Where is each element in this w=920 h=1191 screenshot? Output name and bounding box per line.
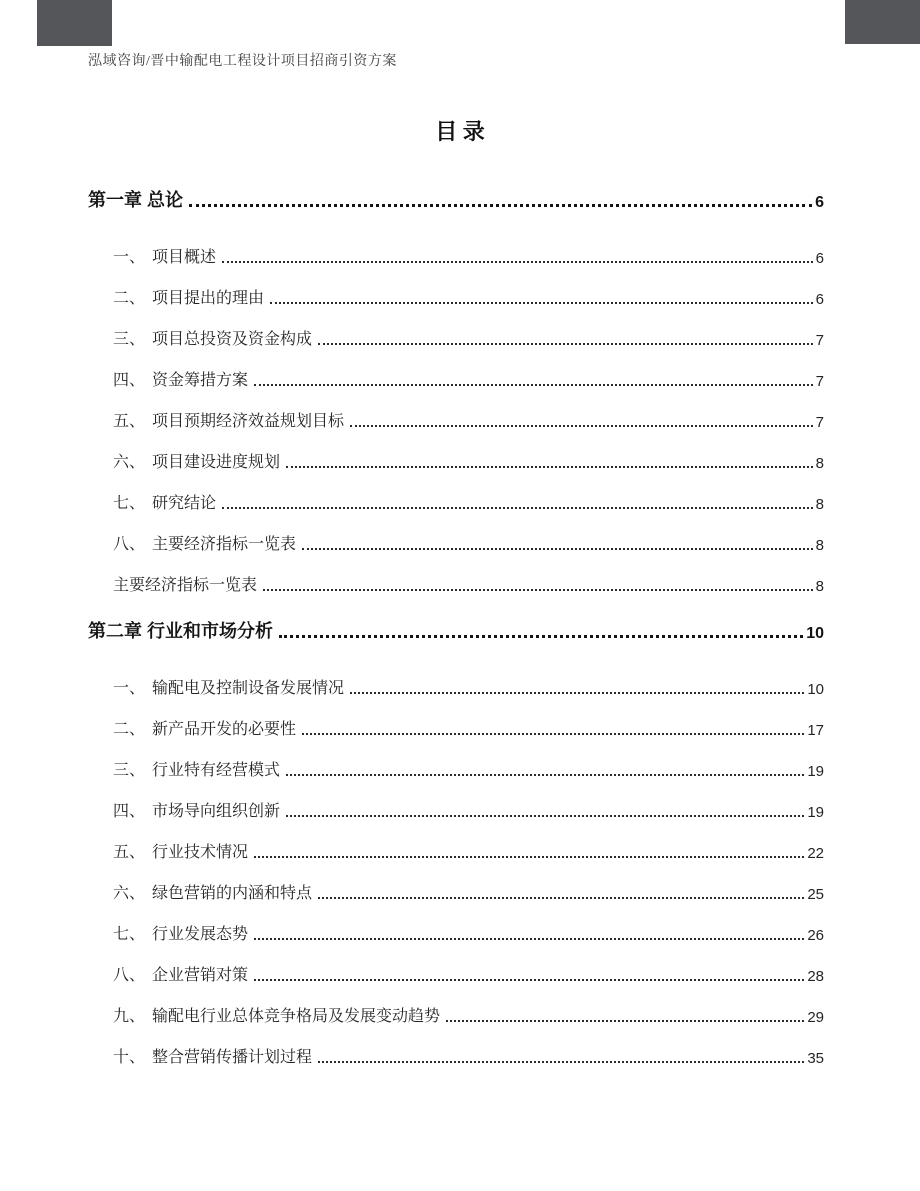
toc-chapter-1 <box>88 188 824 595</box>
toc-item-page-number: 28 <box>807 968 824 985</box>
dot-leader <box>286 815 804 817</box>
dot-leader <box>254 856 804 858</box>
header-logo-placeholder-right <box>845 0 920 44</box>
dot-leader <box>254 979 804 981</box>
toc-item-number: 一、 <box>113 249 146 266</box>
toc-item-label: 项目概述 <box>152 249 217 266</box>
toc-item[interactable] <box>113 577 824 595</box>
toc-item-page-number: 8 <box>815 578 824 595</box>
toc-item-page-number: 22 <box>807 845 824 862</box>
toc-item[interactable] <box>113 680 824 698</box>
dot-leader <box>222 261 813 263</box>
toc-item-page-number: 19 <box>807 763 824 780</box>
toc-item-page-number: 8 <box>815 455 824 472</box>
toc-item-number: 七、 <box>113 926 146 943</box>
toc-title: 目 录 <box>435 119 485 144</box>
toc-item-number: 六、 <box>113 454 146 471</box>
toc-chapter-label: 第二章 行业和市场分析 <box>88 621 273 641</box>
toc-item-page-number: 6 <box>815 250 824 267</box>
toc-item-label: 项目总投资及资金构成 <box>152 331 313 348</box>
toc-item-number: 五、 <box>113 844 146 861</box>
toc-item-page-number: 17 <box>807 722 824 739</box>
toc-item-number: 五、 <box>113 413 146 430</box>
toc-item[interactable] <box>113 967 824 985</box>
toc-item[interactable] <box>113 249 824 267</box>
toc-item-label: 主要经济指标一览表 <box>152 536 297 553</box>
toc-chapter-page-number: 6 <box>815 194 824 211</box>
toc-item[interactable] <box>113 885 824 903</box>
toc-item-label: 资金筹措方案 <box>152 372 249 389</box>
toc-item-number: 六、 <box>113 885 146 902</box>
toc-item-number: 三、 <box>113 762 146 779</box>
toc-item-label: 行业技术情况 <box>152 844 249 861</box>
toc-chapter-2 <box>88 619 824 1067</box>
dot-leader <box>286 466 813 468</box>
toc-item-label: 新产品开发的必要性 <box>152 721 297 738</box>
toc-item-label: 主要经济指标一览表 <box>113 577 258 594</box>
toc-item-page-number: 6 <box>815 291 824 308</box>
dot-leader <box>350 692 804 694</box>
toc-item-page-number: 26 <box>807 927 824 944</box>
toc-item-label: 企业营销对策 <box>152 967 249 984</box>
toc-item-page-number: 35 <box>807 1050 824 1067</box>
toc-item-page-number: 7 <box>815 414 824 431</box>
toc-item-page-number: 10 <box>807 681 824 698</box>
toc-item-label: 项目预期经济效益规划目标 <box>152 413 345 430</box>
toc-item-number: 一、 <box>113 680 146 697</box>
toc-item-number: 七、 <box>113 495 146 512</box>
toc-item-label: 输配电行业总体竞争格局及发展变动趋势 <box>152 1008 441 1025</box>
toc-item-page-number: 19 <box>807 804 824 821</box>
toc-item[interactable] <box>113 372 824 390</box>
toc-item-label: 行业特有经营模式 <box>152 762 281 779</box>
toc-item-number: 二、 <box>113 721 146 738</box>
toc-item-page-number: 29 <box>807 1009 824 1026</box>
toc-item-number: 四、 <box>113 803 146 820</box>
document-header: 泓域咨询/晋中输配电工程设计项目招商引资方案 <box>88 54 397 69</box>
dot-leader <box>318 897 804 899</box>
toc-item-label: 项目建设进度规划 <box>152 454 281 471</box>
dot-leader <box>270 302 813 304</box>
dot-leader <box>279 635 803 638</box>
toc-item-label: 研究结论 <box>152 495 217 512</box>
toc-item-number: 八、 <box>113 967 146 984</box>
dot-leader <box>286 774 804 776</box>
toc-item[interactable] <box>113 290 824 308</box>
toc-item-label: 行业发展态势 <box>152 926 249 943</box>
dot-leader <box>318 343 813 345</box>
dot-leader <box>302 548 813 550</box>
toc-item-label: 市场导向组织创新 <box>152 803 281 820</box>
dot-leader <box>222 507 813 509</box>
toc-item-page-number: 8 <box>815 537 824 554</box>
dot-leader <box>318 1061 804 1063</box>
toc-item-page-number: 8 <box>815 496 824 513</box>
toc-item-number: 十、 <box>113 1049 146 1066</box>
toc-item[interactable] <box>113 495 824 513</box>
toc-item-label: 绿色营销的内涵和特点 <box>152 885 313 902</box>
toc-item[interactable] <box>113 762 824 780</box>
toc-item[interactable] <box>113 721 824 739</box>
toc-item-page-number: 7 <box>815 332 824 349</box>
toc-item[interactable] <box>113 844 824 862</box>
toc-item-label: 项目提出的理由 <box>152 290 265 307</box>
toc-item[interactable] <box>113 331 824 349</box>
toc-item-number: 二、 <box>113 290 146 307</box>
toc-chapter-heading[interactable] <box>88 188 824 212</box>
toc-item-number: 四、 <box>113 372 146 389</box>
toc-item[interactable] <box>113 926 824 944</box>
toc-item-label: 整合营销传播计划过程 <box>152 1049 313 1066</box>
toc-item-label: 输配电及控制设备发展情况 <box>152 680 345 697</box>
toc-item[interactable] <box>113 536 824 554</box>
toc-chapter-heading[interactable] <box>88 619 824 643</box>
toc-item[interactable] <box>113 1008 824 1026</box>
toc-chapter-items <box>88 249 824 595</box>
dot-leader <box>350 425 813 427</box>
dot-leader <box>254 384 813 386</box>
toc-chapter-page-number: 10 <box>806 625 824 642</box>
toc-item[interactable] <box>113 413 824 431</box>
toc-item[interactable] <box>113 803 824 821</box>
toc-chapter-label: 第一章 总论 <box>88 190 184 210</box>
toc-item-number: 三、 <box>113 331 146 348</box>
dot-leader <box>263 589 813 591</box>
header-logo-placeholder-left <box>37 0 112 46</box>
dot-leader <box>189 204 812 207</box>
dot-leader <box>254 938 804 940</box>
toc-item-page-number: 7 <box>815 373 824 390</box>
toc-chapter-items <box>88 680 824 1067</box>
toc-item-number: 八、 <box>113 536 146 553</box>
toc-item-page-number: 25 <box>807 886 824 903</box>
dot-leader <box>446 1020 804 1022</box>
dot-leader <box>302 733 804 735</box>
table-of-contents <box>88 188 824 1090</box>
toc-item-number: 九、 <box>113 1008 146 1025</box>
toc-item[interactable] <box>113 1049 824 1067</box>
toc-item[interactable] <box>113 454 824 472</box>
